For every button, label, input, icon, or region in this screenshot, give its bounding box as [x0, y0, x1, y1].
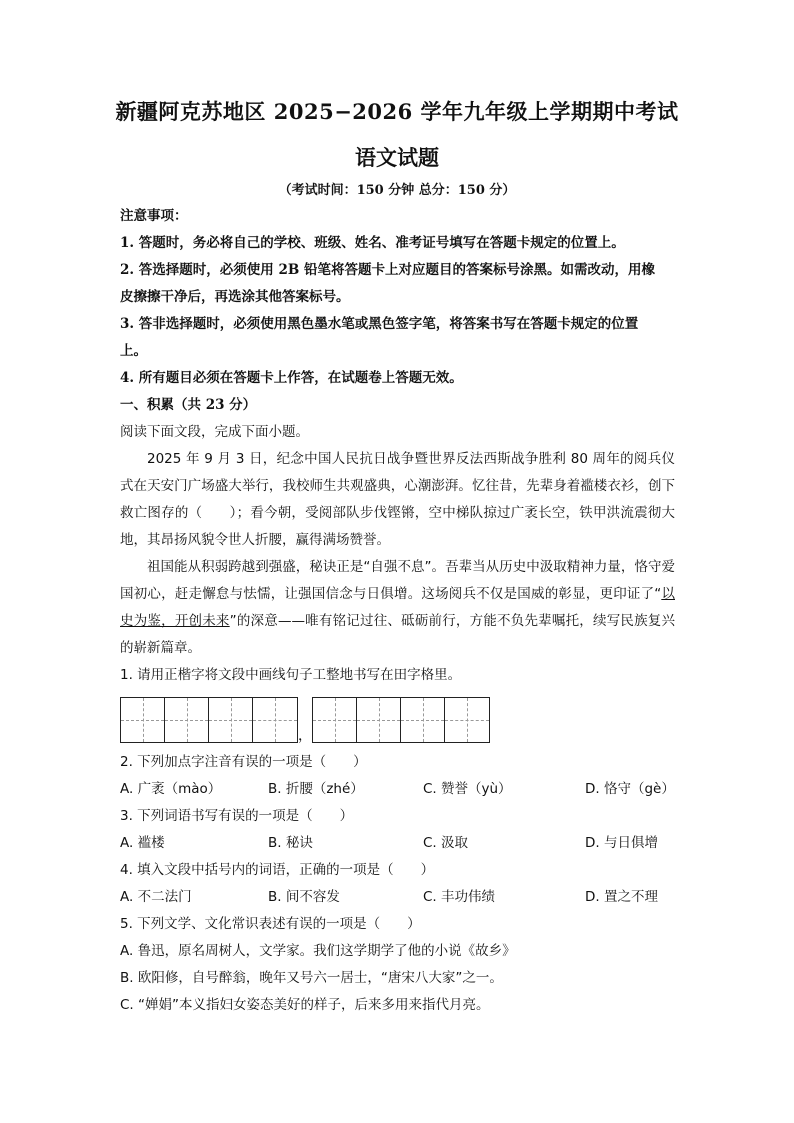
note-item-4: 4. 所有题目必须在答题卡上作答，在试题卷上答题无效。: [120, 370, 463, 386]
option-a[interactable]: A. 褴楼: [120, 835, 165, 851]
note-item-1: 1. 答题时，务必将自己的学校、班级、姓名、准考证号填写在答题卡规定的位置上。: [120, 235, 625, 251]
option-a[interactable]: A. 广袤（mào）: [120, 781, 222, 797]
tianzige-cell[interactable]: [165, 698, 209, 742]
tianzige-cell[interactable]: [445, 698, 489, 742]
tianzige-cell[interactable]: [357, 698, 401, 742]
exam-content: [120, 203, 675, 1019]
section-heading: 一、积累（共 23 分）: [120, 397, 257, 413]
exam-subtitle: 语文试题: [355, 145, 439, 170]
tianzige-group-1: [120, 697, 298, 743]
note-item-2: 2. 答选择题时，必须使用 2B 铅笔将答题卡上对应题目的答案标号涂黑。如需改动，用橡: [120, 262, 655, 278]
tianzige-cell[interactable]: [313, 698, 357, 742]
section-instruction: 阅读下面文段，完成下面小题。: [120, 424, 309, 440]
option-b[interactable]: B. 折腰（zhé）: [268, 781, 364, 797]
question-5-option-b[interactable]: B. 欧阳修，自号醉翁，晚年又号六一居士，“唐宋八大家”之一。: [120, 970, 503, 986]
tianzige-cell[interactable]: [121, 698, 165, 742]
question-3-options: [120, 830, 675, 857]
tianzige-cell[interactable]: [253, 698, 297, 742]
passage-paragraph-2: [120, 554, 675, 662]
question-1: 1. 请用正楷字将文段中画线句子工整地书写在田字格里。: [120, 667, 462, 683]
exam-meta: （考试时间：150 分钟 总分：150 分）: [278, 183, 516, 198]
option-d[interactable]: D. 与日俱增: [585, 835, 658, 851]
tianzige-cell[interactable]: [209, 698, 253, 742]
notes-heading: 注意事项：: [120, 208, 188, 224]
option-b[interactable]: B. 间不容发: [268, 889, 340, 905]
question-5-option-a[interactable]: A. 鲁迅，原名周树人，文学家。我们这学期学了他的小说《故乡》: [120, 943, 516, 959]
question-2-options: [120, 776, 675, 803]
option-b[interactable]: B. 秘诀: [268, 835, 313, 851]
note-item-2-cont: 皮擦擦干净后，再选涂其他答案标号。: [120, 289, 350, 305]
passage-paragraph-2-end: ”的深意——唯有铭记过往、砥砺前行，方能不负先辈嘱托，续写民族复兴的崭新篇章。: [120, 613, 676, 656]
question-3: 3. 下列词语书写有误的一项是（ ）: [120, 808, 354, 824]
option-a[interactable]: A. 不二法门: [120, 889, 192, 905]
underlined-sentence: 以史为鉴，开创未来: [120, 586, 675, 629]
tianzige-grid: [120, 697, 675, 743]
option-d[interactable]: D. 置之不理: [585, 889, 658, 905]
tianzige-cell[interactable]: [401, 698, 445, 742]
question-4-options: [120, 884, 675, 911]
option-c[interactable]: C. 汲取: [423, 835, 469, 851]
note-item-3-cont: 上。: [120, 343, 147, 359]
tianzige-group-2: [312, 697, 490, 743]
question-2: 2. 下列加点字注音有误的一项是（ ）: [120, 754, 367, 770]
question-4: 4. 填入文段中括号内的词语，正确的一项是（ ）: [120, 862, 435, 878]
option-c[interactable]: C. 丰功伟绩: [423, 889, 496, 905]
grid-comma: ，: [298, 728, 312, 744]
question-5: 5. 下列文学、文化常识表述有误的一项是（ ）: [120, 916, 421, 932]
passage-paragraph-1: 2025 年 9 月 3 日，纪念中国人民抗日战争暨世界反法西斯战争胜利 80 周年的阅兵仪式在天安门广场盛大举行，我校师生共观盛典，心潮澎湃。忆往昔，先辈身着褴楼衣衫，创下救亡图存的（ ）；看今朝，受阅部队步伐铿锵，空中梯队掠过广袤长空，铁甲洪流震彻大地，其昂扬风貌令世人折腰，赢得满场赞誉。: [120, 451, 675, 548]
option-d[interactable]: D. 恪守（gè）: [585, 781, 675, 797]
question-5-option-c[interactable]: C. “婵娟”本义指妇女姿态美好的样子，后来多用来指代月亮。: [120, 997, 490, 1013]
exam-title: 新疆阿克苏地区 2025−2026 学年九年级上学期期中考试: [115, 99, 679, 124]
passage-paragraph-2-start: 祖国能从积弱跨越到强盛，秘诀正是“自强不息”。吾辈当从历史中汲取精神力量，恪守爱国初心，赶走懈怠与怯懦，让强国信念与日俱增。这场阅兵不仅是国威的彰显，更印证了“: [120, 559, 675, 602]
note-item-3: 3. 答非选择题时，必须使用黑色墨水笔或黑色签字笔，将答案书写在答题卡规定的位置: [120, 316, 639, 332]
option-c[interactable]: C. 赞誉（yù）: [423, 781, 512, 797]
